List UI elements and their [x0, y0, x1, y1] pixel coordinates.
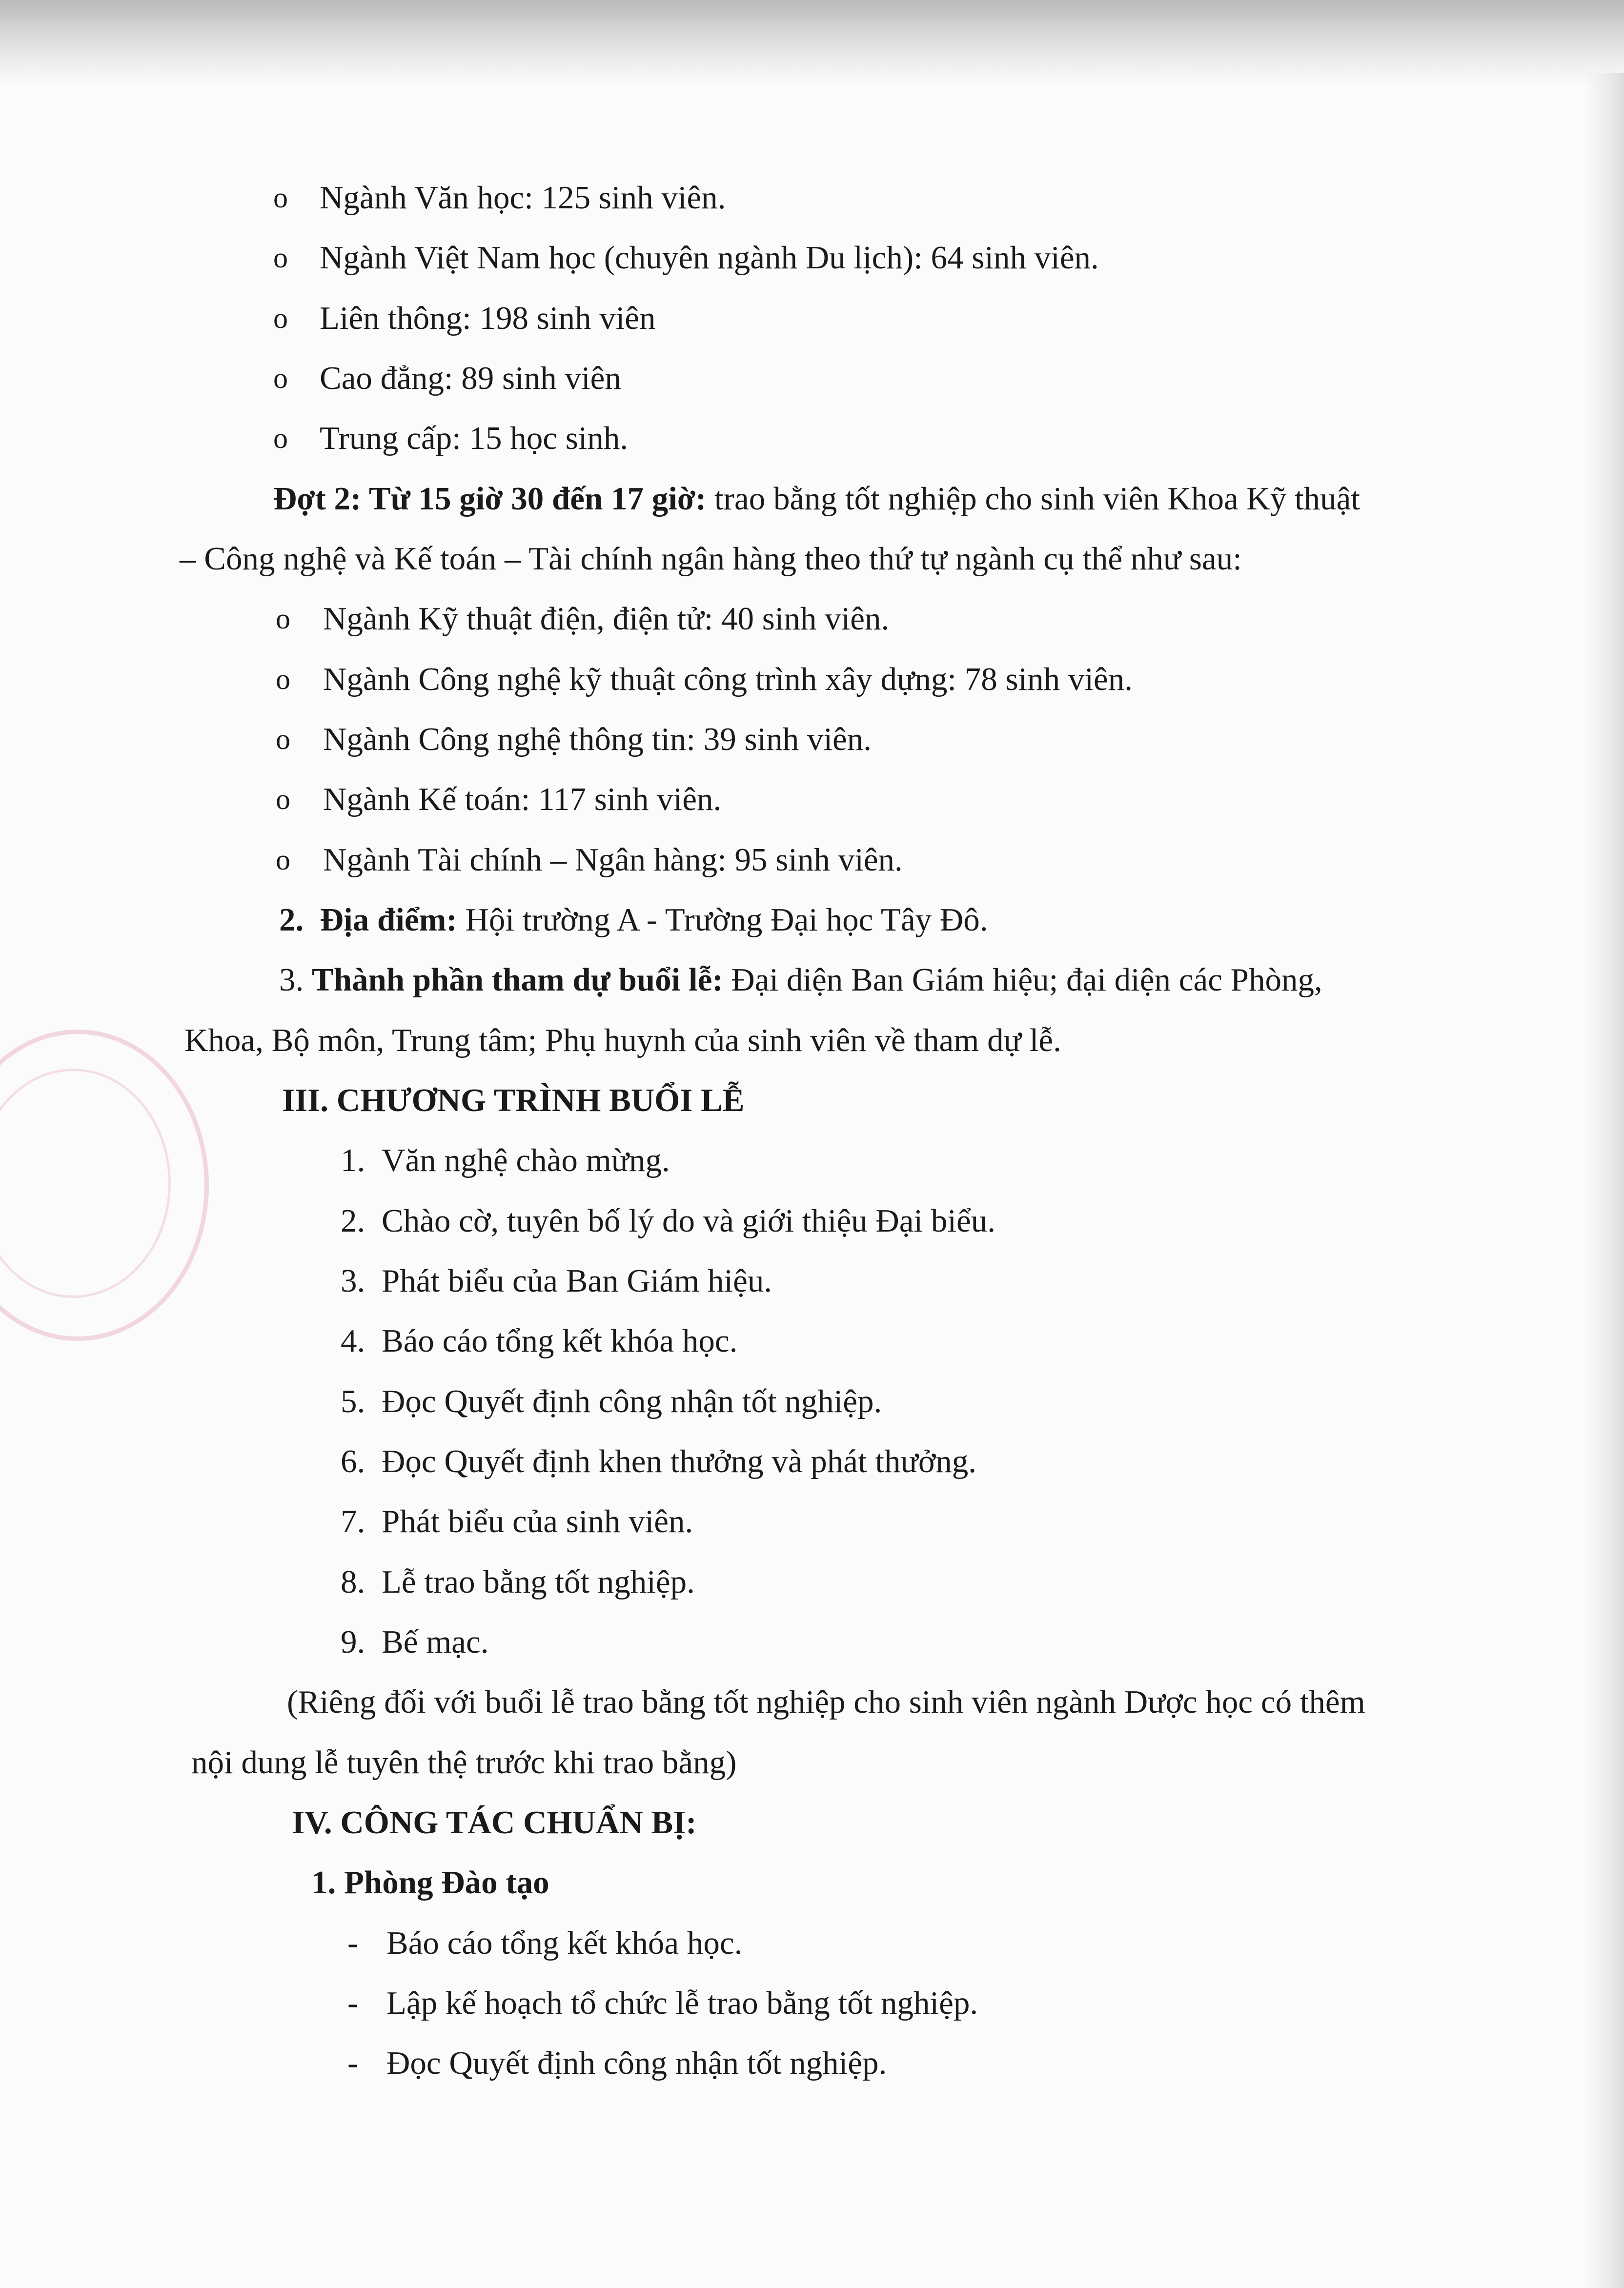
program-item: Bế mạc.: [382, 1624, 489, 1660]
list-item: Ngành Tài chính – Ngân hàng: 95 sinh viên.: [323, 842, 903, 878]
dot2-text: trao bằng tốt nghiệp cho sinh viên Khoa Kỹ thuật: [706, 481, 1360, 517]
program-item-number: 4.: [341, 1323, 365, 1359]
section-3-heading: III. CHƯƠNG TRÌNH BUỔI LỄ: [282, 1082, 745, 1118]
program-item: Báo cáo tổng kết khóa học.: [382, 1323, 738, 1359]
list-item: Ngành Kỹ thuật điện, điện tử: 40 sinh viên.: [323, 601, 890, 637]
dash-marker: -: [347, 1985, 359, 2021]
bullet-marker: o: [273, 182, 288, 214]
program-item: Chào cờ, tuyên bố lý do và giới thiệu Đại biểu.: [382, 1203, 996, 1239]
location-paragraph: [279, 900, 988, 939]
program-item: Phát biểu của Ban Giám hiệu.: [382, 1263, 772, 1299]
dot2-label: Đợt 2: Từ 15 giờ 30 đến 17 giờ:: [273, 481, 707, 517]
list-item: Trung cấp: 15 học sinh.: [320, 420, 629, 456]
list-item: Cao đẳng: 89 sinh viên: [320, 360, 621, 396]
program-note: (Riêng đối với buổi lễ trao bằng tốt nghiệp cho sinh viên ngành Dược học có thêm: [287, 1684, 1365, 1720]
task-item: Đọc Quyết định công nhận tốt nghiệp.: [386, 2045, 887, 2081]
attendees-label: Thành phần tham dự buổi lễ:: [312, 962, 723, 998]
location-number: 2.: [279, 902, 304, 938]
list-item: Ngành Kế toán: 117 sinh viên.: [323, 781, 722, 817]
bullet-marker: o: [273, 242, 288, 274]
list-item: Ngành Công nghệ kỹ thuật công trình xây dựng: 78 sinh viên.: [323, 661, 1133, 697]
list-item: Ngành Việt Nam học (chuyên ngành Du lịch): 64 sinh viên.: [320, 240, 1099, 276]
bullet-marker: o: [273, 302, 288, 334]
bullet-marker: o: [273, 422, 288, 454]
list-item: Ngành Văn học: 125 sinh viên.: [320, 180, 726, 216]
training-office-heading: 1. Phòng Đào tạo: [311, 1864, 549, 1901]
task-item: Lập kế hoạch tổ chức lễ trao bằng tốt nghiệp.: [386, 1985, 978, 2021]
task-item: Báo cáo tổng kết khóa học.: [386, 1925, 743, 1961]
location-text: Hội trường A - Trường Đại học Tây Đô.: [457, 902, 988, 938]
attendees-number: 3.: [279, 962, 304, 998]
bullet-marker: o: [276, 663, 290, 695]
program-item-number: 8.: [341, 1564, 365, 1600]
bullet-marker: o: [276, 723, 290, 755]
dot2-paragraph-line2: – Công nghệ và Kế toán – Tài chính ngân hàng theo thứ tự ngành cụ thể như sau:: [180, 541, 1242, 577]
program-item: Phát biểu của sinh viên.: [382, 1503, 693, 1539]
dash-marker: -: [347, 2045, 359, 2081]
list-item: Ngành Công nghệ thông tin: 39 sinh viên.: [323, 721, 872, 757]
program-item-number: 3.: [341, 1263, 365, 1299]
program-item: Lễ trao bằng tốt nghiệp.: [382, 1564, 695, 1600]
dot2-paragraph: [273, 479, 1360, 518]
list-item: Liên thông: 198 sinh viên: [320, 300, 656, 336]
program-item-number: 2.: [341, 1203, 365, 1239]
bullet-marker: o: [276, 603, 290, 635]
program-item-number: 7.: [341, 1503, 365, 1539]
program-item: Đọc Quyết định khen thưởng và phát thưởng.: [382, 1443, 977, 1479]
bullet-marker: o: [273, 362, 288, 394]
program-item: Đọc Quyết định công nhận tốt nghiệp.: [382, 1383, 882, 1419]
section-4-heading: IV. CÔNG TÁC CHUẨN BỊ:: [292, 1804, 697, 1841]
attendees-text: Đại diện Ban Giám hiệu; đại diện các Phòng,: [723, 962, 1322, 998]
scan-shadow-top: [0, 0, 1624, 85]
program-note-line2: nội dung lễ tuyên thệ trước khi trao bằng): [191, 1744, 737, 1781]
dash-marker: -: [347, 1925, 359, 1961]
program-item: Văn nghệ chào mừng.: [382, 1142, 670, 1178]
attendees-paragraph: [279, 960, 1322, 999]
program-item-number: 5.: [341, 1383, 365, 1419]
bullet-marker: o: [276, 783, 290, 815]
program-item-number: 6.: [341, 1443, 365, 1479]
scan-shadow-right: [1585, 73, 1624, 2288]
program-item-number: 9.: [341, 1624, 365, 1660]
location-label: Địa điểm:: [320, 902, 457, 938]
program-item-number: 1.: [341, 1142, 365, 1178]
attendees-paragraph-line2: Khoa, Bộ môn, Trung tâm; Phụ huynh của sinh viên về tham dự lễ.: [184, 1022, 1061, 1058]
bullet-marker: o: [276, 844, 290, 876]
